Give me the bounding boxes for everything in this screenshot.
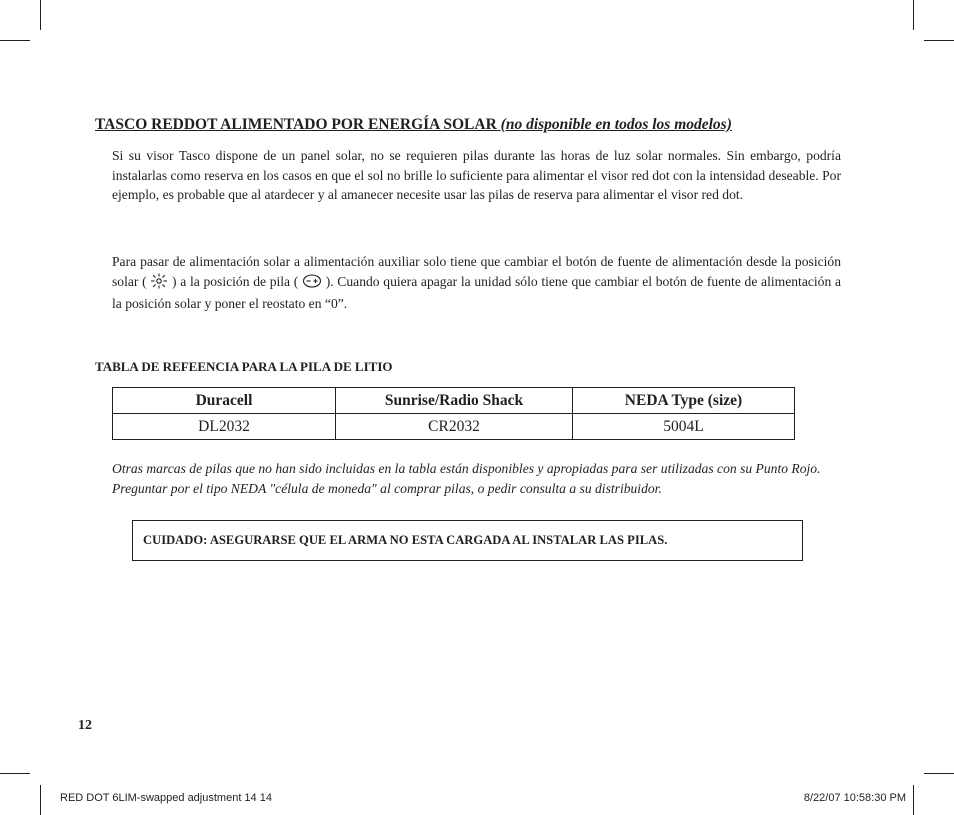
paragraph-part-3: ). Cuando quiera apagar la unidad sólo tiene que cambiar el botón de fuente de alimentación a la posición solar y poner el reostato en “0”. xyxy=(112,273,841,311)
battery-icon xyxy=(302,273,322,295)
crop-mark xyxy=(924,773,954,774)
section-subtitle: (no disponible en todos los modelos) xyxy=(500,116,732,133)
crop-mark xyxy=(40,0,41,30)
table-cell: 5004L xyxy=(573,414,795,440)
sun-icon xyxy=(150,273,168,295)
crop-mark xyxy=(0,773,30,774)
paragraph-power-switch xyxy=(112,252,841,314)
page-number: 12 xyxy=(78,718,92,733)
table-cell: DL2032 xyxy=(113,414,336,440)
print-slug-date: 8/22/07 10:58:30 PM xyxy=(803,792,906,804)
paragraph-solar-intro: Si su visor Tasco dispone de un panel solar, no se requieren pilas durante las horas de luz solar normales. Sin embargo, podría instalarlas como reserva en los casos en que el sol no brille lo suficiente para alimentar el visor red dot con la intensidad deseable. Por ejemplo, es probable que al atardecer y al amanecer necesite usar las pilas de reserva para alimentar el visor red dot. xyxy=(112,148,841,202)
section-title: TASCO REDDOT ALIMENTADO POR ENERGÍA SOLAR xyxy=(95,116,497,133)
paragraph-part-2: ) a la posición de pila ( xyxy=(172,273,299,289)
table-header-row xyxy=(113,388,795,414)
table-cell: CR2032 xyxy=(336,414,573,440)
table-header-duracell: Duracell xyxy=(113,388,336,414)
table-title: TABLA DE REFEENCIA PARA LA PILA DE LITIO xyxy=(95,359,393,374)
crop-mark xyxy=(40,785,41,815)
caution-text: CUIDADO: ASEGURARSE QUE EL ARMA NO ESTA CARGADA AL INSTALAR LAS PILAS. xyxy=(143,533,668,547)
section-heading xyxy=(95,116,732,134)
crop-mark xyxy=(924,40,954,41)
battery-reference-table xyxy=(112,387,795,440)
battery-note: Otras marcas de pilas que no han sido incluidas en la tabla están disponibles y apropiadas para ser utilizadas con su Punto Rojo. Preguntar por el tipo NEDA "célula de moneda" al comprar pilas, o pedir consulta a su distribuidor. xyxy=(112,461,821,496)
table-row xyxy=(113,414,795,440)
caution-box xyxy=(132,520,803,561)
table-header-sunrise: Sunrise/Radio Shack xyxy=(336,388,573,414)
paragraph-part-1: Para pasar de alimentación solar a alimentación auxiliar solo tiene que cambiar el botón de fuente de alimentación desde la posición solar ( xyxy=(112,254,841,289)
print-slug-file: RED DOT 6LIM-swapped adjustment 14 14 xyxy=(60,792,272,804)
table-header-neda: NEDA Type (size) xyxy=(573,388,795,414)
crop-mark xyxy=(913,785,914,815)
crop-mark xyxy=(0,40,30,41)
crop-mark xyxy=(913,0,914,30)
